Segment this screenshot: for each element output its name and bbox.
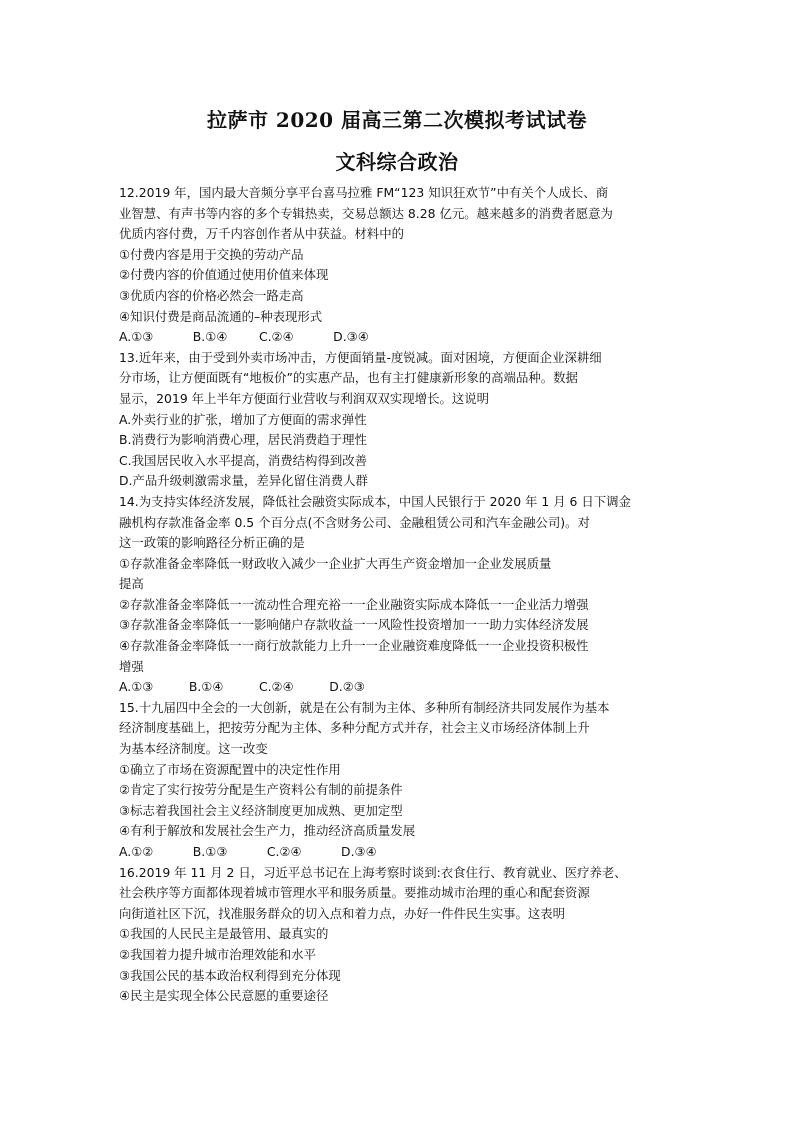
answer-options: A.①③ B.①④ C.②④ D.②③ (119, 679, 365, 695)
answer-item: ②付费内容的价值通过使用价值来体现 (119, 267, 329, 283)
answer-item: ④民主是实现全体公民意愿的重要途径 (119, 988, 329, 1004)
answer-item: C.我国居民收入水平提高，消费结构得到改善 (119, 452, 368, 468)
question-block (119, 863, 679, 1007)
question-list (119, 183, 679, 1007)
question-stem-line: 16.2019 年 11 月 2 日，习近平总书记在上海考察时谈到:衣食住行、教育就业、医疗养老、 (119, 864, 627, 880)
question-block (119, 348, 679, 492)
answer-item: ②存款准备金率降低一一流动性合理充裕一一企业融资实际成本降低一一企业活力增强 (119, 596, 589, 612)
question-stem-line: 13.近年来，由于受到外卖市场冲击，方便面销量-度锐减。面对困境，方便面企业深耕细 (119, 349, 602, 365)
answer-item: B.消费行为影响消费心理，居民消费趋于理性 (119, 432, 367, 448)
answer-item: D.产品升级刺激需求量，差异化留住消费人群 (119, 473, 368, 489)
question-stem-line: 融机构存款准备金率 0.5 个百分点(不含财务公司、金融租赁公司和汽车金融公司)。对 (119, 514, 590, 530)
question-block (119, 183, 679, 348)
question-stem-line: 15.十九届四中全会的一大创新，就是在公有制为主体、多种所有制经济共同发展作为基本 (119, 699, 610, 715)
question-block (119, 492, 679, 698)
question-stem-line: 向街道社区下沉，找准服务群众的切入点和着力点，办好一件件民生实事。这表明 (119, 905, 566, 921)
answer-item: ①我国的人民民主是最管用、最真实的 (119, 926, 329, 942)
question-stem-line: 优质内容付费，万千内容创作者从中获益。材料中的 (119, 226, 404, 242)
question-block (119, 698, 679, 863)
answer-item: ①付费内容是用于交换的劳动产品 (119, 246, 304, 262)
question-stem-line: 14.为支持实体经济发展，降低社会融资实际成本，中国人民银行于 2020 年 1 月 6 日下调金 (119, 493, 631, 509)
answer-options: A.①③ B.①④ C.②④ D.③④ (119, 329, 369, 345)
answer-item: ②我国着力提升城市治理效能和水平 (119, 946, 316, 962)
question-stem-line: 12.2019 年，国内最大音频分享平台喜马拉雅 FM“123 知识狂欢节”中有关个人成长、商 (119, 185, 609, 200)
answer-item: ③标志着我国社会主义经济制度更加成熟、更加定型 (119, 802, 403, 818)
question-stem-line: 经济制度基础上，把按劳分配为主体、多种分配方式并存，社会主义市场经济体制上升 (119, 720, 590, 736)
answer-item: ①存款准备金率降低一财政收入减少一企业扩大再生产资金增加一企业发展质量 (119, 555, 552, 571)
answer-item: ③我国公民的基本政治权利得到充分体现 (119, 967, 341, 983)
answer-item: ③存款准备金率降低一一影响储户存款收益一一风险性投资增加一一助力实体经济发展 (119, 617, 589, 633)
answer-item: ④有利于解放和发展社会生产力，推动经济高质量发展 (119, 823, 416, 839)
answer-item: ②肯定了实行按劳分配是生产资料公有制的前提条件 (119, 782, 403, 798)
question-stem-line: 这一政策的影响路径分析正确的是 (119, 535, 305, 551)
question-stem-line: 社会秩序等方面都体现着城市管理水平和服务质量。要推动城市治理的重心和配套资源 (119, 885, 590, 901)
question-stem-line: 显示，2019 年上半年方便面行业营收与利润双双实现增长。这说明 (119, 390, 490, 406)
answer-item: ④存款准备金率降低一一商行放款能力上升一一企业融资难度降低一一企业投资积极性 (119, 638, 589, 654)
question-stem-line: 分市场，让方便面既有“地板价”的实惠产品，也有主打健康新形象的高端品种。数据 (119, 370, 578, 386)
answer-item: 增强 (119, 658, 144, 674)
question-stem-line: 业智慧、有声书等内容的多个专辑热卖，交易总额达 8.28 亿元。越来越多的消费者愿意为 (119, 205, 613, 221)
page-subtitle: 文科综合政治 (335, 150, 459, 174)
answer-item: A.外卖行业的扩张，增加了方便面的需求弹性 (119, 411, 367, 427)
answer-item: 提高 (119, 576, 144, 592)
answer-options: A.①② B.①③ C.②④ D.③④ (119, 844, 377, 859)
answer-item: ③优质内容的价格必然会一路走高 (119, 287, 304, 303)
answer-item: ④知识付费是商品流通的–种表现形式 (119, 308, 323, 324)
answer-item: ①确立了市场在资源配置中的决定性作用 (119, 761, 341, 777)
page-title: 拉萨市 2020 届高三第二次模拟考试试卷 (206, 108, 588, 132)
question-stem-line: 为基本经济制度。这一改变 (119, 741, 268, 757)
